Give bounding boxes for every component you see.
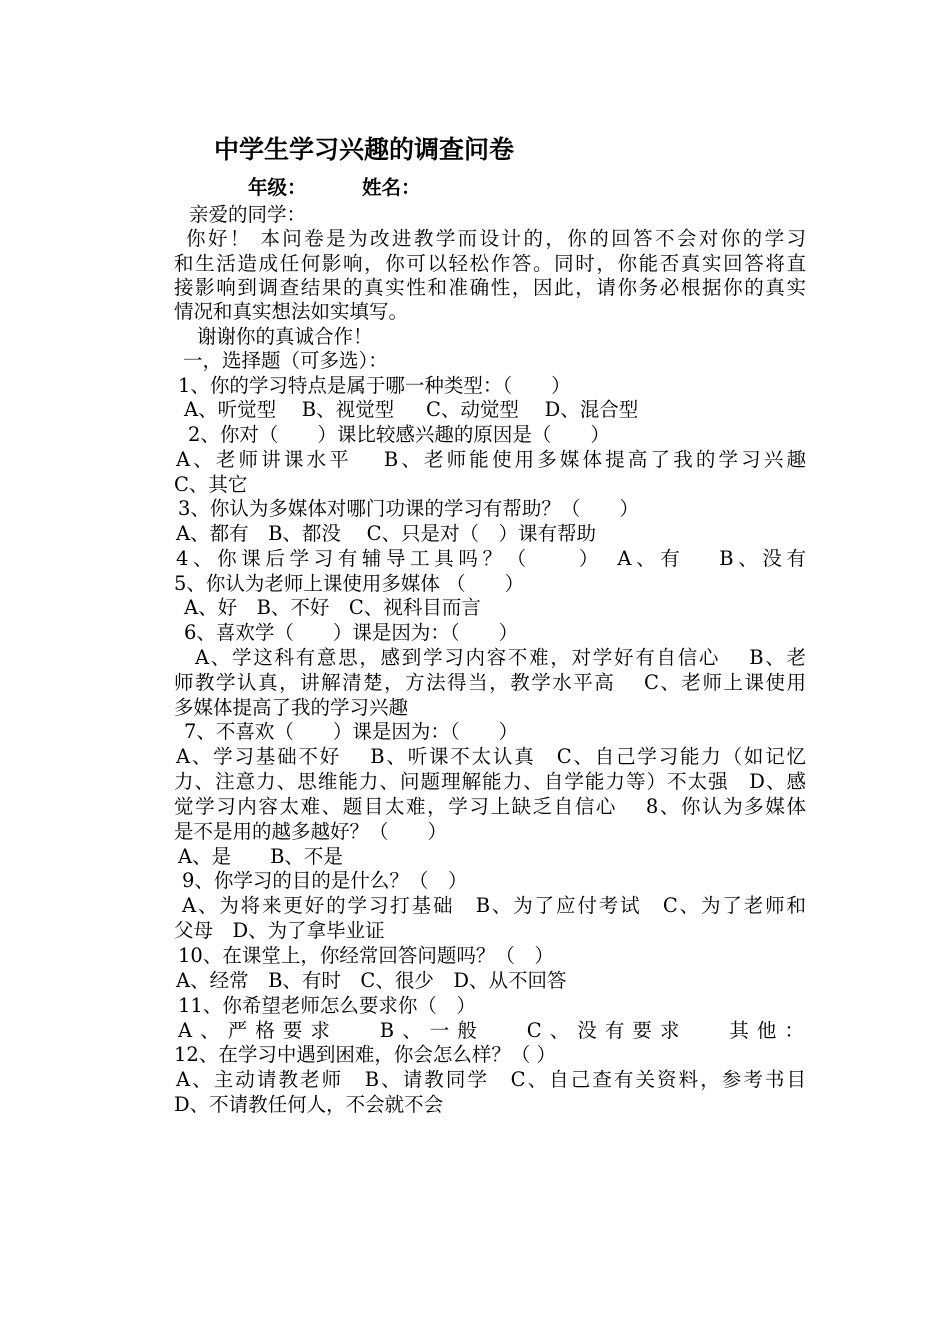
- option-line: 力、注意力、思维能力、问题理解能力、自学能力等）不太强 D、感: [174, 770, 806, 793]
- question-line: 12、在学习中遇到困难，你会怎么样？（ ）: [174, 1043, 557, 1066]
- option-line: A、严格要求 B、一般 C、没有要求 其他：: [178, 1019, 804, 1042]
- intro-line: 你好！ 本问卷是为改进教学而设计的，你的回答不会对你的学习: [186, 227, 806, 250]
- option-line: D、不请教任何人，不会就不会: [174, 1093, 444, 1116]
- thanks-line: 谢谢你的真诚合作！: [197, 325, 373, 348]
- question-line: 11、你希望老师怎么要求你（ ）: [178, 994, 476, 1017]
- document-title: 中学生学习兴趣的调查问卷: [214, 135, 515, 164]
- question-line: 10、在课堂上，你经常回答问题吗？（ ）: [178, 944, 554, 967]
- greeting: 亲爱的同学：: [189, 203, 307, 226]
- question-line: 3、你认为多媒体对哪门功课的学习有帮助？（ ）: [178, 497, 639, 520]
- intro-line: 接影响到调查结果的真实性和准确性，因此，请你务必根据你的真实: [174, 276, 806, 299]
- question-line: 5、你认为老师上课使用多媒体 （ ）: [174, 572, 525, 595]
- grade-label: 年级：: [248, 176, 307, 199]
- option-line: A、主动请教老师 B、请教同学 C、自己查有关资料，参考书目: [176, 1068, 806, 1091]
- name-label: 姓名：: [362, 176, 421, 199]
- section-heading: 一，选择题（可多选）：: [183, 349, 388, 372]
- intro-line: 和生活造成任何影响，你可以轻松作答。同时，你能否真实回答将直: [174, 252, 806, 275]
- option-line: A、学这科有意思，感到学习内容不难，对学好有自信心 B、老: [195, 646, 806, 669]
- option-line: A、学习基础不好 B、听课不太认真 C、自己学习能力（如记忆: [176, 745, 806, 768]
- question-line: 是不是用的越多越好？（ ）: [174, 820, 448, 843]
- option-line: A、经常 B、有时 C、很少 D、从不回答: [176, 969, 567, 992]
- option-line: C、其它: [174, 473, 248, 496]
- option-line: A、为将来更好的学习打基础 B、为了应付考试 C、为了老师和: [182, 894, 806, 917]
- question-line: 4、你课后学习有辅导工具吗？（ ） A、有 B、没有: [176, 547, 806, 570]
- option-line: 觉学习内容太难、题目太难，学习上缺乏自信心 8、你认为多媒体: [174, 795, 806, 818]
- option-line: A、老师讲课水平 B、老师能使用多媒体提高了我的学习兴趣: [176, 448, 806, 471]
- option-line: A、好 B、不好 C、视科目而言: [184, 596, 481, 619]
- question-line: 9、你学习的目的是什么？（ ）: [182, 869, 468, 892]
- option-line: A、是 B、不是: [178, 845, 343, 868]
- question-line: 2、你对（ ）课比较感兴趣的原因是（ ）: [188, 423, 610, 446]
- option-line: 师教学认真，讲解清楚，方法得当，教学水平高 C、老师上课使用: [174, 671, 806, 694]
- option-line: 父母 D、为了拿毕业证: [174, 919, 385, 942]
- intro-line: 情况和真实想法如实填写。: [174, 300, 409, 323]
- option-line: A、听觉型 B、视觉型 C、动觉型 D、混合型: [184, 398, 639, 421]
- option-line: 多媒体提高了我的学习兴趣: [174, 696, 409, 719]
- question-line: 6、喜欢学（ ）课是因为：（ ）: [184, 621, 519, 644]
- question-line: 7、不喜欢（ ）课是因为：（ ）: [184, 720, 519, 743]
- option-line: A、都有 B、都没 C、只是对（ ）课有帮助: [176, 522, 597, 545]
- question-line: 1、你的学习特点是属于哪一种类型：（ ）: [178, 374, 571, 397]
